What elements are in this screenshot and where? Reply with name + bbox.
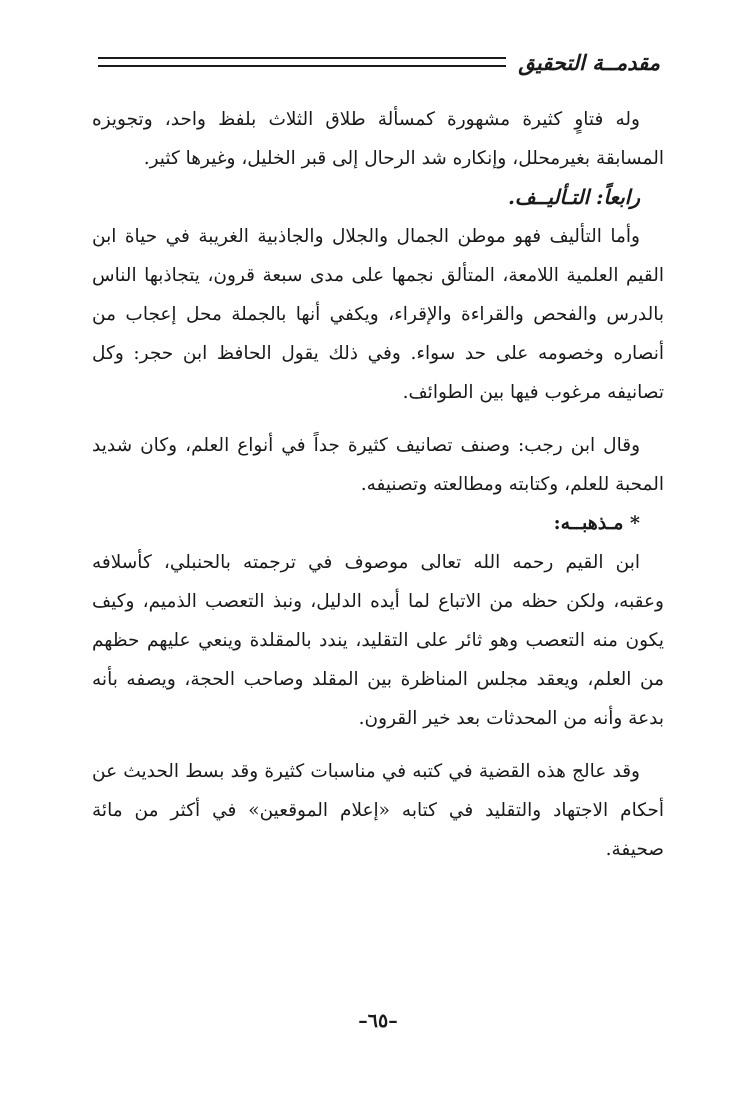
section-heading-authorship: رابعاً: التـأليــف. <box>507 185 640 209</box>
paragraph-authorship: وأما التأليف فهو موطن الجمال والجلال والجاذبية الغريبة في حياة ابن القيم العلمية اللامعة، المتألق نجمها على مدى سبعة قرون، يتجاذبها الناس بالدرس والفحص والقراءة والإقراء، ويكفي أنها بالجملة محل إعجاب من أنصاره وخصومه على حد سواء. وفي ذلك يقول الحافظ ابن حجر: وكل تصانيفه مرغوب فيها بين الطوائف. <box>92 226 664 403</box>
page-number: –٦٥– <box>358 1010 398 1032</box>
running-header <box>98 44 660 80</box>
paragraph-ibn-rajab: وقال ابن رجب: وصنف تصانيف كثيرة جداً في أنواع العلم، وكان شديد المحبة للعلم، وكتابته ومطالعته وتصنيفه. <box>92 435 664 495</box>
paragraph-madhhab: ابن القيم رحمه الله تعالى موصوف في ترجمته بالحنبلي، كأسلافه وعقبه، ولكن حظه من الاتباع لما أيده الدليل، ونبذ التعصب الذميم، وكيف يكون منه التعصب وهو ثائر على التقليد، يندد بالمقلدة وينعي عليهم حظهم من العلم، ويعقد مجلس المناظرة بين المقلد وصاحب الحجة، ويصفه بأنه بدعة وأنه من المحدثات بعد خير القرون. <box>92 552 664 729</box>
header-title: مقدمــة التحقيق <box>518 49 660 75</box>
section-heading-madhhab: * مـذهبــه: <box>553 512 640 534</box>
header-double-rule <box>98 57 506 67</box>
paragraph-fatawa: وله فتاوٍ كثيرة مشهورة كمسألة طلاق الثلاث بلفظ واحد، وتجويزه المسابقة بغيرمحلل، وإنكاره شد الرحال إلى قبر الخليل، وغيرها كثير. <box>92 109 664 169</box>
body-text <box>92 100 664 869</box>
paragraph-ijtihad: وقد عالج هذه القضية في كتبه في مناسبات كثيرة وقد بسط الحديث عن أحكام الاجتهاد والتقليد في كتابه «إعلام الموقعين» في أكثر من مائة صحيفة. <box>92 761 664 860</box>
